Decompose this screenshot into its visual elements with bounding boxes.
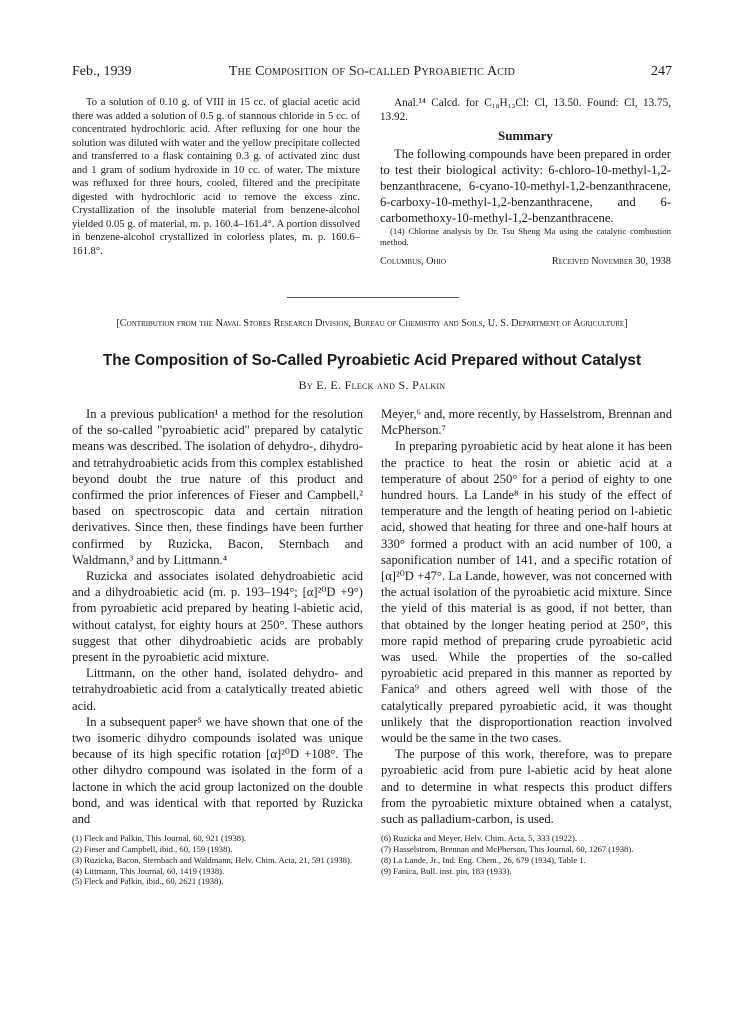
page-header [72,64,672,84]
summary-heading: Summary [498,128,553,143]
body-paragraph: Meyer,⁶ and, more recently, by Hasselstrom, Brennan and McPherson.⁷ [381,407,672,438]
footnote: (2) Fieser and Campbell, ibid., 60, 159 (1938). [72,844,233,855]
summary-column [380,96,671,268]
received-date: Received November 30, 1938 [551,255,671,267]
body-left-column [72,406,363,887]
location: Columbus, Ohio [380,255,446,267]
body-paragraph: Littmann, on the other hand, isolated dehydro- and tetrahydroabietic acid from a catalytically treated abietic acid. [72,666,363,713]
footnote: (1) Fleck and Palkin, This Journal, 60, 921 (1938). [72,833,247,844]
running-title: The Composition of So-called Pyroabietic Acid [228,64,516,79]
experimental-paragraph: To a solution of 0.10 g. of VIII in 15 cc. of glacial acetic acid there was added a solution of 0.5 g. of stannous chloride in 5 cc. of concentrated hydrochloric acid. After refluxing for one hour the solution was diluted with water and the yellow precipitate collected and transferred to a flask containing 0.3 g. of activated zinc dust and 1 gram of sodium hydroxide in 10 cc. of water. The mixture was refluxed for three hours, cooled, filtered and the precipitate digested with hydrochloric acid to remove the excess zinc. Crystallization of the insoluble material from benzene-alcohol yielded 0.05 g. of material, m. p. 160.4–161.4°. A portion dissolved in benzene-alcohol crystallized in colorless plates, m. p. 160.6–161.8°. [72,97,360,257]
location-row [380,254,671,268]
body-paragraph: In preparing pyroabietic acid by heat alone it has been the practice to heat the rosin or abietic acid at a temperature of about 250° for a period of eighty to one hundred hours. La Lande⁸ in his study of the effect of temperature and the length of heating period on l-abietic acid, showed that heating for three and one-half hours at 330° formed a product with an acid number of 100, a saponification number of 141, and a specific rotation of [α]²⁰D +47°. La Lande, however, was not concerned with the actual isolation of the pyroabietic acid mixture. Since the yield of this material is as good, if not better, than that obtained by the longer heating period at 250°, this more rapid method of preparing crude pyroabietic acid was used. While the properties of the so-called pyroabietic acid prepared in this manner as reported by Fanica⁹ and others agreed well with those of the catalytically prepared pyroabietic acid, it was thought unlikely that the disproportionation reaction involved would be the same in the two cases. [381,439,672,746]
page-number: 247 [651,64,672,79]
footnote: (5) Fleck and Palkin, ibid., 60, 2621 (1938). [72,876,224,887]
footnote-14: (14) Chlorine analysis by Dr. Tsu Sheng Ma using the catalytic combustion method. [380,225,671,247]
body-paragraph: The purpose of this work, therefore, was to prepare pyroabietic acid from pure l-abietic acid by heat alone and to determine in what respects this product differs from the pyroabietic mixture obtained when a catalyst, such as palladium-carbon, is used. [381,747,672,827]
footnote: (8) La Lande, Jr., Ind. Eng. Chem., 26, 679 (1934), Table 1. [381,854,586,865]
contribution-note: [Contribution from the Naval Stores Research Division, Bureau of Chemistry and Soils, U. S. Department of Agriculture] [116,318,628,329]
footnote: (6) Ruzicka and Meyer, Helv. Chim. Acta, 5, 333 (1922). [381,833,577,844]
header-date: Feb., 1939 [72,64,132,79]
footnote: (4) Littmann, This Journal, 60, 1419 (1938). [72,865,225,876]
summary-text: The following compounds have been prepared in order to test their biological activity: 6-chloro-10-methyl-1,2-benzanthracene, 6-cyano-10-methyl-1,2-benzanthracene, 6-carboxy-10-methyl-1,2-benzanthracene, and 6-carbomethoxy-10-methyl-1,2-benzanthracene. [380,146,671,225]
body-paragraph: Ruzicka and associates isolated dehydroabietic acid and a dihydroabietic acid (m. p. 193–194°; [α]²⁰D +9°) from pyroabietic acid prepared by heating l-abietic acid, without catalyst, for eighty hours at 250°. These authors suggest that other dihydroabietic acids are probably present in the pyroabietic acid mixture. [72,569,363,665]
article-title: The Composition of So-Called Pyroabietic Acid Prepared without Catalyst [102,352,642,369]
experimental-continuation [72,96,360,258]
right-footnotes [381,833,672,876]
section-divider [287,297,459,298]
body-paragraph: In a previous publication¹ a method for the resolution of the so-called "pyroabietic acid" prepared by catalytic means was described. The isolation of dehydro-, dihydro- and tetrahydroabietic acids from this complex established beyond doubt the true nature of this product and confirmed the prior inferences of Fieser and Campbell,² based on spectroscopic data and certain nitration derivatives. Since then, these findings have been further confirmed by Ruzicka, Bacon, Sternbach and Waldmann,³ and by Littmann.⁴ [72,407,363,567]
byline: By E. E. Fleck and S. Palkin [298,378,446,392]
footnote: (7) Hasselstrom, Brennan and McPherson, This Journal, 60, 1267 (1938). [381,844,634,855]
body-right-column [381,406,672,876]
footnote: (9) Fanica, Bull. inst. pin, 183 (1933). [381,865,512,876]
footnote: (3) Ruzicka, Bacon, Sternbach and Waldmann, Helv. Chim. Acta, 21, 591 (1938). [72,854,352,865]
body-paragraph: In a subsequent paper⁵ we have shown that one of the two isomeric dihydro compounds isolated was unique because of its high specific rotation [α]²⁰D +108°. The other dihydro compound was isolated in the form of a lactone in which the acid group lactonized on the double bond, and was identical with that reported by Ruzicka and [72,714,363,827]
left-footnotes [72,833,363,887]
analysis-line: Anal.¹⁴ Calcd. for C₁₈H₁₃Cl: Cl, 13.50. Found: Cl, 13.75, 13.92. [380,97,671,123]
